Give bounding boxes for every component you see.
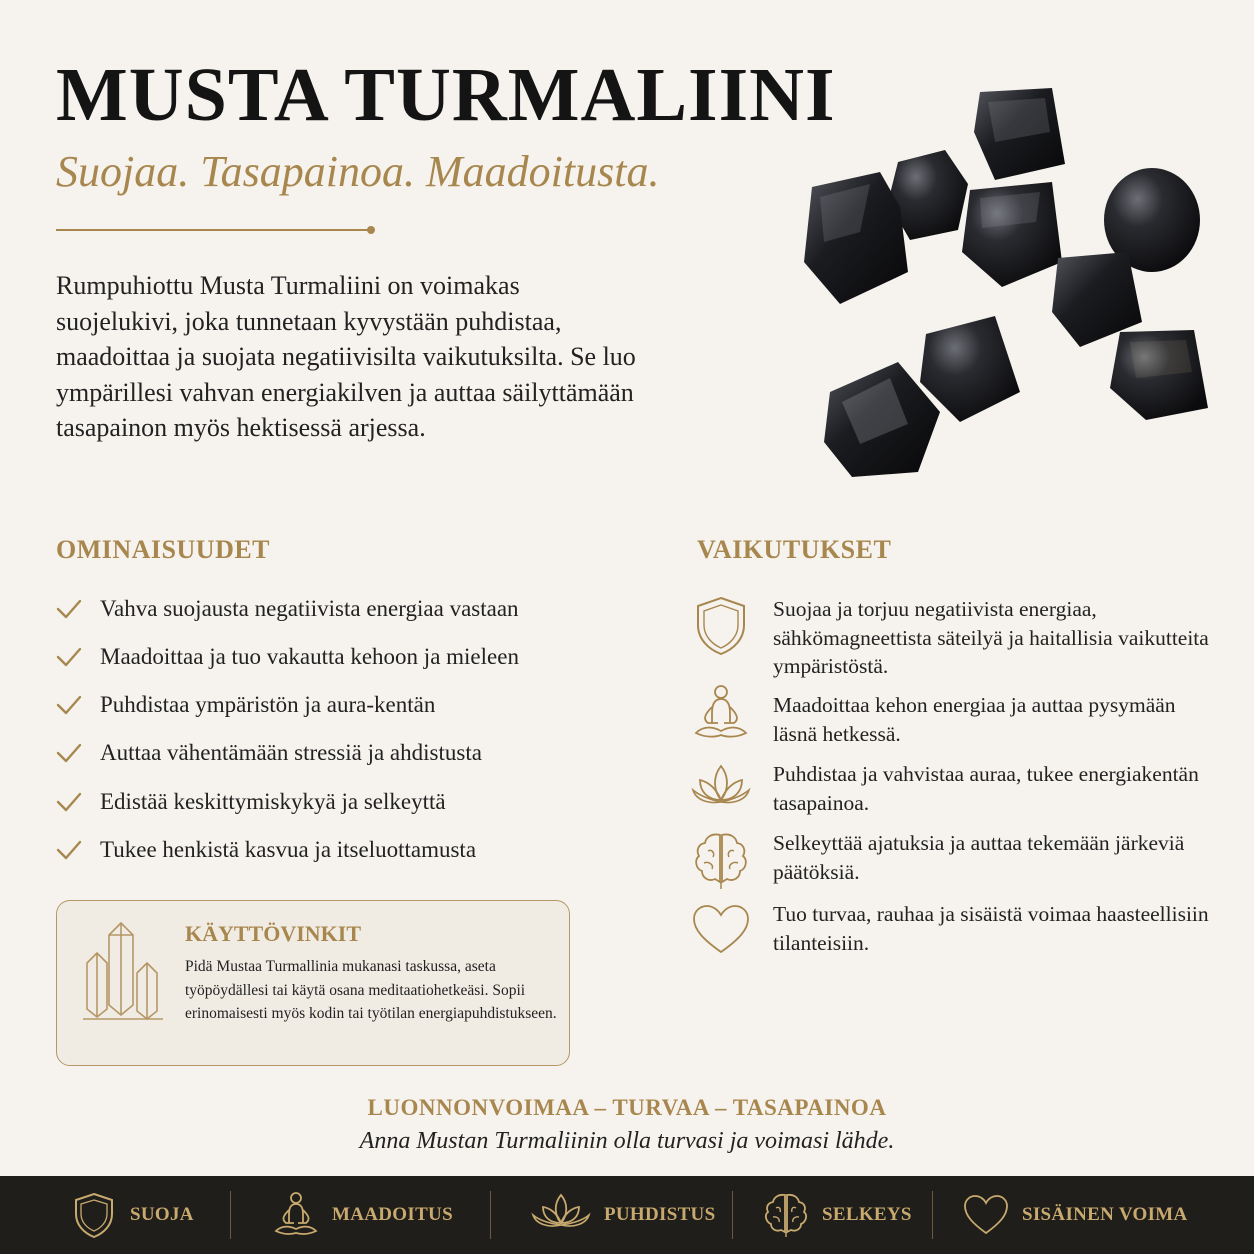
property-text: Puhdistaa ympäristön ja aura-kentän — [100, 692, 436, 717]
usage-tips-text: Pidä Mustaa Turmallinia mukanasi taskussa, aseta työpöydällesi tai käytä osana meditaatiohetkeäsi. Sopii erinomaisesti myös kodin tai työtilan energiapuhdistukseen. — [185, 958, 557, 1022]
feature-label: SELKEYS — [822, 1204, 912, 1225]
brain-icon — [762, 1191, 810, 1239]
footer-tagline: Anna Mustan Turmaliinin olla turvasi ja voimasi lähde. — [359, 1128, 895, 1154]
feature-label: SUOJA — [130, 1204, 194, 1225]
page-subtitle: Suojaa. Tasapainoa. Maadoitusta. — [56, 147, 660, 196]
properties-heading: OMINAISUUDET — [56, 535, 271, 564]
lotus-icon — [690, 760, 752, 822]
property-text: Auttaa vähentämään stressiä ja ahdistusta — [100, 740, 482, 765]
property-item — [56, 637, 519, 677]
feature-label: PUHDISTUS — [604, 1204, 716, 1225]
effect-text: Maadoittaa kehon energiaa ja auttaa pysymään läsnä hetkessä. — [773, 693, 1176, 746]
stone — [974, 88, 1065, 180]
property-text: Maadoittaa ja tuo vakautta kehoon ja mieleen — [100, 644, 519, 669]
checkmark-icon — [56, 791, 82, 813]
shield-icon — [690, 595, 752, 657]
property-item — [56, 830, 476, 870]
feature-sisainen-voima — [962, 1176, 1188, 1254]
effect-text: Suojaa ja torjuu negatiivista energiaa, sähkömagneettista säteilyä ja haitallisia vaikutteita ympäristöstä. — [773, 597, 1209, 678]
property-item — [56, 782, 446, 822]
property-text: Vahva suojausta negatiivista energiaa vastaan — [100, 596, 519, 621]
checkmark-icon — [56, 598, 82, 620]
brain-icon — [690, 829, 752, 891]
checkmark-icon — [56, 839, 82, 861]
black-tourmaline-stones-image — [790, 72, 1230, 512]
property-item — [56, 685, 435, 725]
stone — [1110, 330, 1208, 420]
crystal-icon — [81, 919, 165, 1023]
lotus-icon — [530, 1191, 592, 1239]
effect-text: Tuo turvaa, rauhaa ja sisäistä voimaa haasteellisiin tilanteisiin. — [773, 902, 1209, 955]
effect-text: Puhdistaa ja vahvistaa auraa, tukee energiakentän tasapainoa. — [773, 762, 1199, 815]
meditation-icon — [690, 683, 752, 745]
feature-suoja — [70, 1176, 194, 1254]
usage-tips-box — [56, 900, 570, 1066]
property-item — [56, 589, 519, 629]
heart-icon — [690, 900, 752, 962]
stone — [962, 182, 1062, 287]
page-title: MUSTA TURMALIINI — [56, 53, 836, 137]
property-item — [56, 733, 482, 773]
footer-slogan: LUONNONVOIMAA – TURVAA – TASAPAINOA — [367, 1095, 887, 1120]
intro-paragraph: Rumpuhiottu Musta Turmaliini on voimakas suojelukivi, joka tunnetaan kyvystään puhdistaa, maadoittaa ja suojata negatiivisilta vaikutuksilta. Se luo ympärillesi vahvan energiakilven ja auttaa säilyttämään tasapainon myös hektisessä arjessa. — [56, 271, 636, 442]
checkmark-icon — [56, 742, 82, 764]
effects-heading: VAIKUTUKSET — [697, 535, 892, 564]
feature-puhdistus — [530, 1176, 715, 1254]
meditation-icon — [272, 1191, 320, 1239]
checkmark-icon — [56, 694, 82, 716]
feature-label: SISÄINEN VOIMA — [1022, 1204, 1188, 1225]
property-text: Edistää keskittymiskykyä ja selkeyttä — [100, 789, 446, 814]
usage-tips-title: KÄYTTÖVINKIT — [185, 921, 362, 946]
feature-label: MAADOITUS — [332, 1204, 453, 1225]
property-text: Tukee henkistä kasvua ja itseluottamusta — [100, 837, 477, 862]
heart-icon — [962, 1191, 1010, 1239]
feature-maadoitus — [272, 1176, 453, 1254]
ornamental-divider — [56, 224, 376, 236]
feature-selkeys — [762, 1176, 912, 1254]
checkmark-icon — [56, 646, 82, 668]
effect-text: Selkeyttää ajatuksia ja auttaa tekemään järkeviä päätöksiä. — [773, 831, 1185, 884]
bottom-feature-bar — [0, 1176, 1254, 1254]
shield-icon — [70, 1191, 118, 1239]
